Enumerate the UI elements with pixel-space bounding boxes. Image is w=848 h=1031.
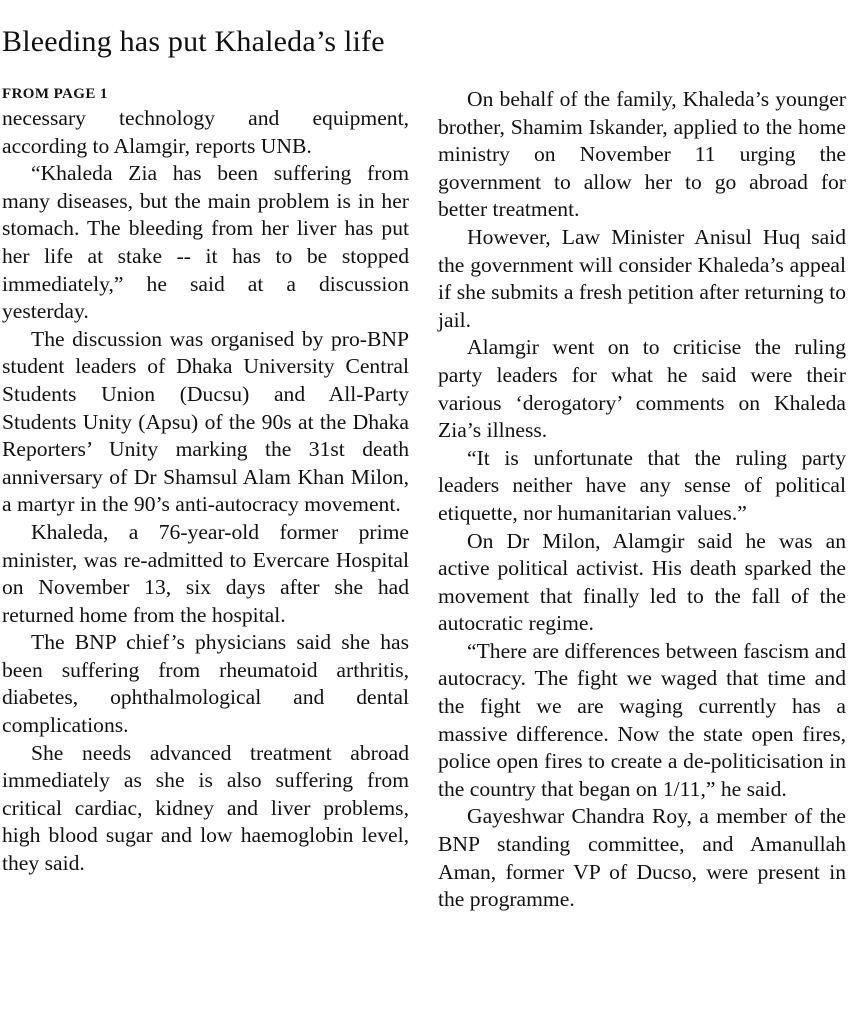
paragraph: “It is unfortunate that the ruling party leaders neither have any sense of political etiquette, nor humanitarian values.” (438, 445, 846, 525)
paragraph: The discussion was organised by pro-BNP student leaders of Dhaka University Central Students Union (Ducsu) and All-Party Students Unity (Apsu) of the 90s at the Dhaka Reporters’ Unity marking the 31st death anniversary of Dr Shamsul Alam Khan Milon, a martyr in the 90’s anti-autocracy movement. (2, 326, 409, 517)
paragraph: “There are differences between fascism and autocracy. The fight we waged that time and the fight we are waging currently has a massive difference. Now the state open fires, police open fires to create a de-politicisation in the country that began on 1/11,” he said. (438, 638, 846, 801)
paragraph: necessary technology and equipment, according to Alamgir, reports UNB. (2, 106, 409, 158)
jump-label: FROM PAGE 1 (2, 86, 108, 102)
paragraph: “Khaleda Zia has been suffering from many diseases, but the main problem is in her stomach. The bleeding from her liver has put her life at stake -- it has to be stopped immediately,” he said at a discussion yesterday. (2, 161, 409, 324)
paragraph: However, Law Minister Anisul Huq said the government will consider Khaleda’s appeal if she submits a fresh petition after returning to jail. (438, 224, 846, 332)
paragraph: On Dr Milon, Alamgir said he was an active political activist. His death sparked the movement that finally led to the fall of the autocratic regime. (438, 528, 846, 636)
paragraph: Gayeshwar Chandra Roy, a member of the BNP standing committee, and Amanullah Aman, former VP of Ducso, were present in the programme. (438, 804, 846, 912)
headline: Bleeding has put Khaleda’s life (2, 25, 385, 58)
article-column-right (438, 86, 846, 914)
paragraph: Khaleda, a 76-year-old former prime minister, was re-admitted to Evercare Hospital on November 13, six days after she had returned home from the hospital. (2, 519, 409, 627)
paragraph: She needs advanced treatment abroad immediately as she is also suffering from critical cardiac, kidney and liver problems, high blood sugar and low haemoglobin level, they said. (2, 740, 409, 876)
article-column-left (2, 86, 409, 878)
paragraph: On behalf of the family, Khaleda’s younger brother, Shamim Iskander, applied to the home ministry on November 11 urging the government to allow her to go abroad for better treatment. (438, 87, 846, 222)
paragraph: Alamgir went on to criticise the ruling party leaders for what he said were their various ‘derogatory’ comments on Khaleda Zia’s illness. (438, 335, 846, 443)
paragraph: The BNP chief’s physicians said she has been suffering from rheumatoid arthritis, diabetes, ophthalmological and dental complications. (2, 630, 409, 738)
